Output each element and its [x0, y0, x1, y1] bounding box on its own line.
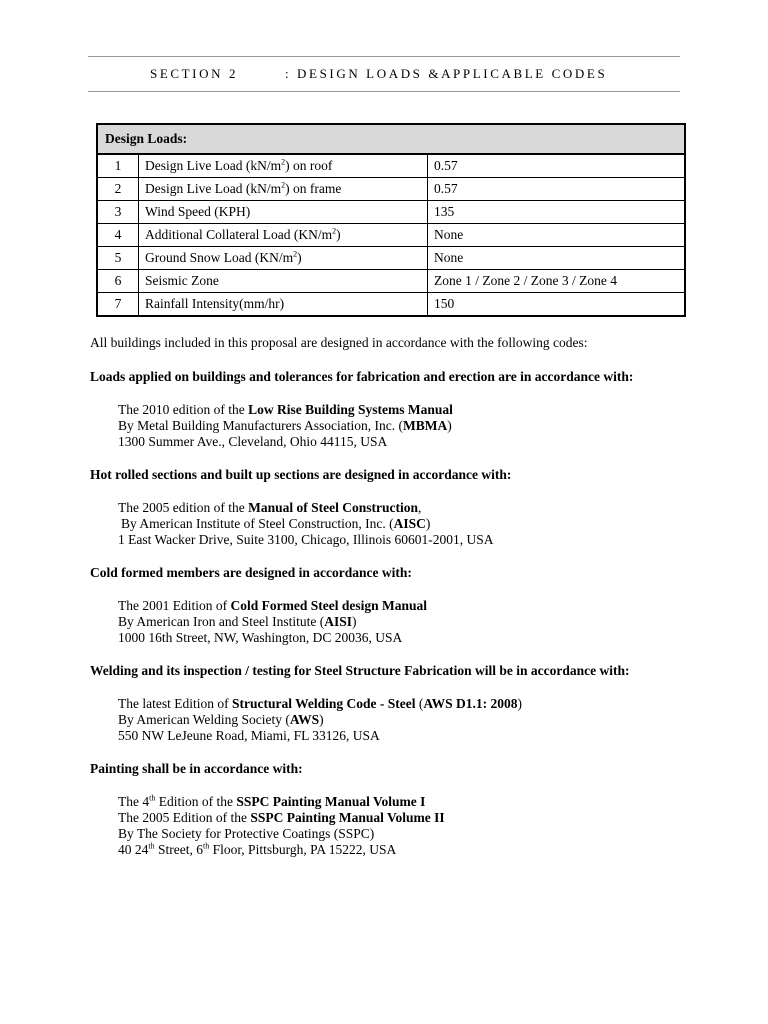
row-description: Wind Speed (KPH): [139, 201, 428, 224]
row-value: None: [428, 224, 686, 247]
row-value: 135: [428, 201, 686, 224]
aisi-heading: Cold formed members are designed in accordance with:: [90, 565, 412, 580]
table-row: [97, 201, 685, 224]
header-rule-top: [88, 56, 680, 57]
table-heading: Design Loads:: [97, 124, 685, 154]
row-description: Rainfall Intensity(mm/hr): [139, 293, 428, 317]
intro-paragraph: All buildings included in this proposal are designed in accordance with the following codes:: [90, 335, 588, 350]
aisi-line-3: 1000 16th Street, NW, Washington, DC 20036, USA: [118, 630, 403, 645]
row-number: 5: [97, 247, 139, 270]
aisi-block: [90, 598, 690, 646]
sspc-block: [90, 794, 690, 858]
design-loads-table: [96, 123, 686, 317]
header-rule-bottom: [88, 91, 680, 92]
table-row: [97, 247, 685, 270]
aws-line-1: The latest Edition of Structural Welding Code - Steel (AWS D1.1: 2008): [118, 696, 522, 711]
sspc-line-3: By The Society for Protective Coatings (SSPC): [118, 826, 375, 841]
mbma-line-1: The 2010 edition of the Low Rise Building Systems Manual: [118, 402, 453, 417]
aisc-block: [90, 500, 690, 548]
row-description: Seismic Zone: [139, 270, 428, 293]
aisc-line-2: By American Institute of Steel Construction, Inc. (AISC): [121, 516, 431, 531]
table-heading-row: [97, 124, 685, 154]
row-number: 6: [97, 270, 139, 293]
row-value: 0.57: [428, 178, 686, 201]
row-description: Design Live Load $(kN/m^2)$ on roof: [139, 154, 428, 178]
sspc-heading: Painting shall be in accordance with:: [90, 761, 303, 776]
mbma-line-2: By Metal Building Manufacturers Association, Inc. (MBMA): [118, 418, 452, 433]
mbma-block: [90, 402, 690, 450]
row-number: 2: [97, 178, 139, 201]
table-row: [97, 293, 685, 317]
row-value: 150: [428, 293, 686, 317]
table-row: [97, 154, 685, 178]
row-value: 0.57: [428, 154, 686, 178]
row-number: 4: [97, 224, 139, 247]
table-row: [97, 178, 685, 201]
codes-content: [90, 335, 690, 875]
row-number: 1: [97, 154, 139, 178]
mbma-heading: Loads applied on buildings and tolerances for fabrication and erection are in accordance with:: [90, 369, 634, 384]
aws-line-3: 550 NW LeJeune Road, Miami, FL 33126, USA: [118, 728, 380, 743]
sspc-line-4: 40 24th Street, 6th Floor, Pittsburgh, PA 15222, USA: [118, 841, 397, 857]
row-description: Additional Collateral Load $(KN/m^2)$: [139, 224, 428, 247]
aisc-line-1: The 2005 edition of the Manual of Steel Construction,: [118, 500, 422, 515]
row-value: None: [428, 247, 686, 270]
table-row: [97, 224, 685, 247]
row-number: 7: [97, 293, 139, 317]
section-title: : DESIGN LOADS &APPLICABLE CODES: [285, 66, 608, 81]
aws-heading: Welding and its inspection / testing for Steel Structure Fabrication will be in accordance with:: [90, 663, 630, 678]
row-value: Zone 1 / Zone 2 / Zone 3 / Zone 4: [428, 270, 686, 293]
aisi-line-2: By American Iron and Steel Institute (AISI): [118, 614, 357, 629]
mbma-line-3: 1300 Summer Ave., Cleveland, Ohio 44115, USA: [118, 434, 388, 449]
row-description: Ground Snow Load $(KN/m^2)$: [139, 247, 428, 270]
row-number: 3: [97, 201, 139, 224]
sspc-line-1: The 4th Edition of the SSPC Painting Manual Volume I: [118, 793, 426, 809]
row-description: Design Live Load $(kN/m^2)$ on frame: [139, 178, 428, 201]
sspc-line-2: The 2005 Edition of the SSPC Painting Manual Volume II: [118, 810, 445, 825]
aisc-heading: Hot rolled sections and built up sections are designed in accordance with:: [90, 467, 512, 482]
aisc-line-3: 1 East Wacker Drive, Suite 3100, Chicago, Illinois 60601-2001, USA: [118, 532, 494, 547]
section-number: SECTION 2: [150, 66, 239, 81]
aws-line-2: By American Welding Society (AWS): [118, 712, 324, 727]
aws-block: [90, 696, 690, 744]
table-row: [97, 270, 685, 293]
aisi-line-1: The 2001 Edition of Cold Formed Steel design Manual: [118, 598, 427, 613]
